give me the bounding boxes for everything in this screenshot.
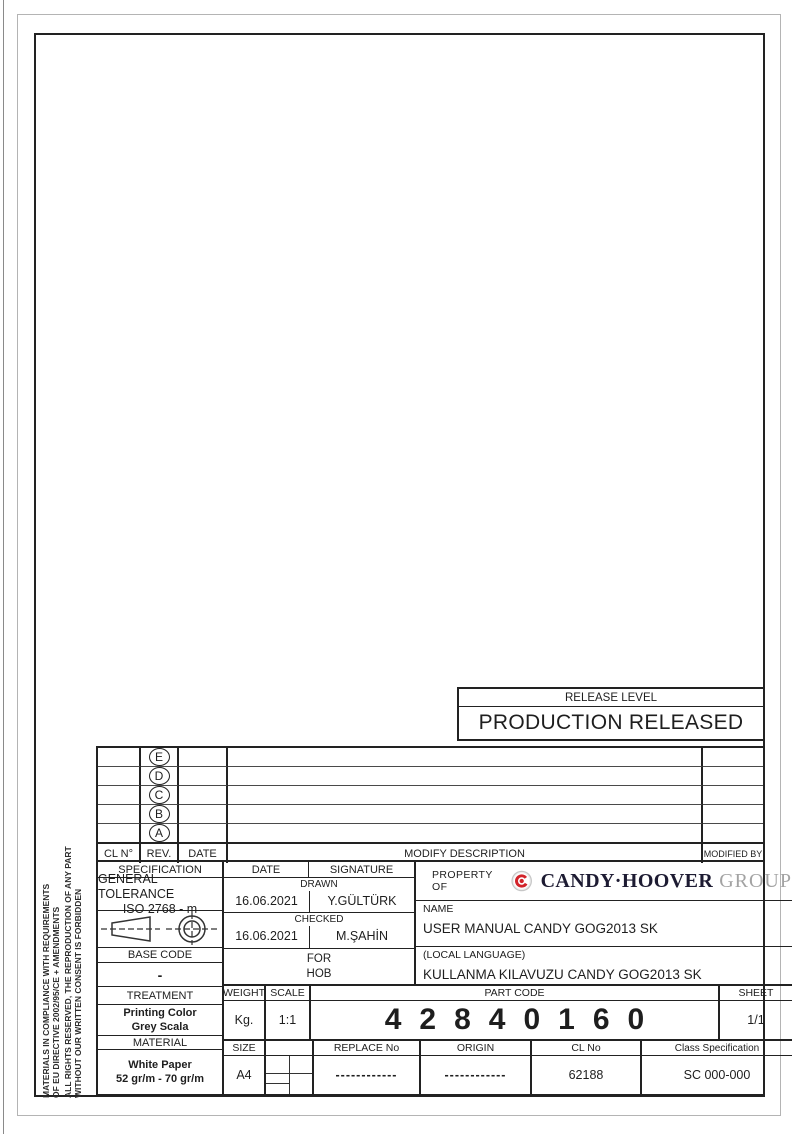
rev-header-modify-description: MODIFY DESCRIPTION <box>228 844 703 863</box>
checked-row <box>224 913 414 949</box>
name-label: NAME <box>423 903 454 916</box>
for-value: HOB <box>306 967 332 980</box>
specification-header: SPECIFICATION <box>98 862 222 878</box>
cl-no-value: 62188 <box>568 1068 604 1082</box>
local-language-value: KULLANMA KILAVUZU CANDY GOG2013 SK <box>423 967 702 982</box>
rev-cell-clno <box>98 786 141 805</box>
revision-mini-grid-column <box>266 1041 314 1094</box>
origin-column <box>421 1041 532 1094</box>
candy-hoover-logo-icon <box>511 868 532 894</box>
name-value: USER MANUAL CANDY GOG2013 SK <box>423 921 658 937</box>
rev-cell-letter <box>141 786 179 805</box>
projection-symbol-cell <box>98 911 222 948</box>
part-code-header: PART CODE <box>311 986 718 1001</box>
page-edge-line <box>3 0 4 1134</box>
rev-header-modified-by: MODIFIED BY <box>703 848 763 859</box>
rev-cell-letter <box>141 805 179 824</box>
signoff-block <box>224 862 416 984</box>
class-spec-value: SC 000-000 <box>683 1068 751 1082</box>
signature-column-header: SIGNATURE <box>329 863 394 876</box>
rev-cell-date <box>179 748 228 767</box>
rev-cell-description <box>228 824 703 844</box>
revision-letter-badge: D <box>149 767 170 785</box>
brand-suffix: GROUP <box>719 869 792 892</box>
sheet-column <box>720 986 792 1039</box>
material-value <box>98 1050 222 1094</box>
size-origin-row <box>224 1041 792 1094</box>
date-column-header: DATE <box>224 862 309 877</box>
compliance-line: ALL RIGHTS RESERVED, THE REPRODUCTION OF ANY PART <box>63 846 73 1098</box>
mini-grid-vline <box>289 1056 290 1094</box>
replace-no-column <box>314 1041 421 1094</box>
for-row <box>224 949 414 984</box>
checked-date: 16.06.2021 <box>235 929 298 943</box>
title-block <box>96 860 792 1096</box>
material-line2: 52 gr/m - 70 gr/m <box>115 1073 205 1085</box>
material-line1: White Paper <box>128 1059 192 1071</box>
property-block <box>416 862 792 984</box>
treatment-header: TREATMENT <box>98 987 222 1005</box>
class-spec-header: Class Specification <box>642 1041 792 1056</box>
rev-cell-modified-by <box>703 786 763 805</box>
size-header: SIZE <box>224 1041 264 1056</box>
replace-no-value: ------------ <box>335 1068 398 1082</box>
mini-grid <box>266 1056 312 1094</box>
rev-cell-date <box>179 805 228 824</box>
mini-grid-hline <box>266 1083 289 1084</box>
rev-cell-date <box>179 767 228 786</box>
revision-letter-badge: A <box>149 824 170 842</box>
local-language-row <box>416 947 792 984</box>
replace-no-header: REPLACE No <box>314 1041 419 1056</box>
name-row <box>416 901 792 947</box>
release-level-value: PRODUCTION RELEASED <box>478 711 744 734</box>
base-code-value: - <box>98 963 222 987</box>
rev-cell-clno <box>98 748 141 767</box>
first-angle-projection-icon <box>98 912 222 946</box>
for-label: FOR <box>306 952 332 965</box>
general-tolerance <box>98 871 222 916</box>
weight-column <box>224 986 266 1039</box>
sheet-header: SHEET <box>720 986 792 1001</box>
scale-header: SCALE <box>266 986 309 1001</box>
part-code-row <box>224 986 792 1041</box>
part-code-value: 42840160 <box>384 1003 663 1036</box>
cl-no-header: CL No <box>532 1041 640 1056</box>
release-level-box <box>457 687 765 741</box>
rev-cell-letter <box>141 824 179 844</box>
sheet-value: 1/1 <box>747 1013 765 1027</box>
signoff-header <box>224 862 414 878</box>
rev-cell-description <box>228 767 703 786</box>
rev-header-date: DATE <box>179 844 228 863</box>
size-column <box>224 1041 266 1094</box>
rev-cell-modified-by <box>703 824 763 844</box>
mini-grid-hline <box>266 1073 312 1074</box>
compliance-note <box>42 826 84 1098</box>
rev-cell-description <box>228 748 703 767</box>
scale-column <box>266 986 311 1039</box>
title-block-right <box>224 862 792 1094</box>
rev-cell-date <box>179 786 228 805</box>
part-code-column <box>311 986 720 1039</box>
origin-value: ------------ <box>444 1068 507 1082</box>
class-spec-column <box>642 1041 792 1094</box>
tolerance-line1: GENERAL TOLERANCE <box>98 871 175 901</box>
rev-header-clno: CL N° <box>98 844 141 863</box>
compliance-line: OF EU DIRECTIVE 2002/95/CE + AMENDMENTS <box>50 906 61 1098</box>
treatment-line2: Grey Scala <box>131 1021 189 1033</box>
signoff-and-property-row <box>224 862 792 986</box>
drawn-date: 16.06.2021 <box>235 893 298 908</box>
rev-cell-clno <box>98 767 141 786</box>
revision-letter-badge: C <box>149 786 170 804</box>
cl-no-column <box>532 1041 642 1094</box>
compliance-line: MATERIALS IN COMPLIANCE WITH REQUIREMENTS <box>41 883 51 1098</box>
drawn-label: DRAWN <box>300 879 338 890</box>
rev-cell-date <box>179 824 228 844</box>
base-code-header: BASE CODE <box>98 948 222 963</box>
rev-cell-clno <box>98 824 141 844</box>
revision-letter-badge: B <box>149 805 170 823</box>
rev-header-rev: REV. <box>141 844 179 863</box>
material-header: MATERIAL <box>98 1036 222 1050</box>
scale-value: 1:1 <box>278 1013 297 1027</box>
size-value: A4 <box>236 1068 252 1082</box>
mini-grid-header <box>266 1041 312 1056</box>
tolerance-line2: ISO 2768 - m <box>122 901 198 916</box>
weight-value: Kg. <box>234 1013 254 1027</box>
rev-cell-letter <box>141 748 179 767</box>
checked-label: CHECKED <box>294 914 344 925</box>
revision-table <box>96 746 765 862</box>
rev-cell-modified-by <box>703 748 763 767</box>
treatment-value <box>98 1005 222 1036</box>
release-level-label: RELEASE LEVEL <box>459 689 763 707</box>
drawn-signature: Y.GÜLTÜRK <box>327 893 397 908</box>
rev-cell-modified-by <box>703 767 763 786</box>
weight-header: WEIGHT <box>223 987 265 999</box>
property-of-label: PROPERTY OF <box>432 869 493 894</box>
brand-name: CANDY·HOOVER <box>540 869 714 892</box>
rev-cell-description <box>228 805 703 824</box>
compliance-line: WITHOUT OUR WRITTEN CONSENT IS FORBIDDEN <box>72 888 83 1098</box>
drawn-row <box>224 878 414 913</box>
treatment-line1: Printing Color <box>123 1007 197 1019</box>
rev-cell-description <box>228 786 703 805</box>
local-language-label: (LOCAL LANGUAGE) <box>423 949 526 961</box>
revision-letter-badge: E <box>149 748 170 766</box>
rev-cell-clno <box>98 805 141 824</box>
checked-signature: M.ŞAHİN <box>335 929 389 943</box>
property-of-row <box>416 862 792 901</box>
specification-column <box>98 862 224 1094</box>
origin-header: ORIGIN <box>421 1041 530 1056</box>
rev-cell-letter <box>141 767 179 786</box>
rev-cell-modified-by <box>703 805 763 824</box>
